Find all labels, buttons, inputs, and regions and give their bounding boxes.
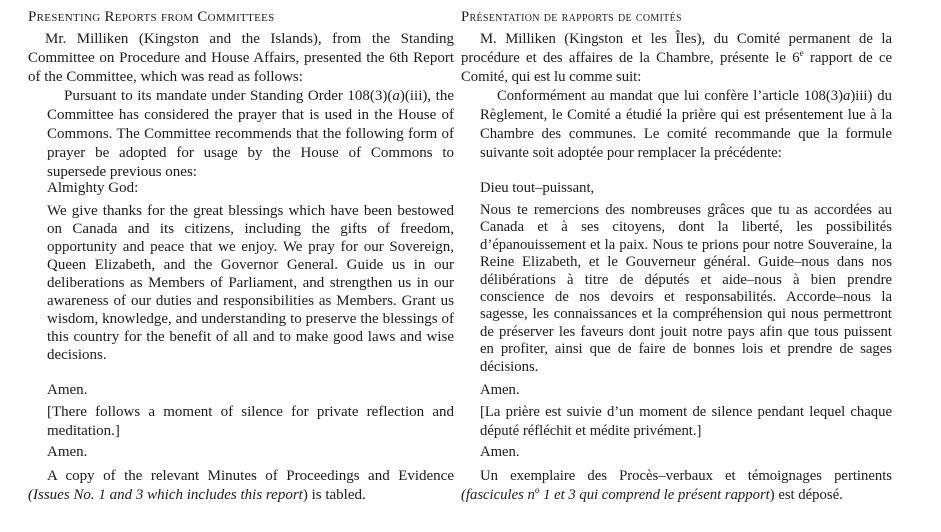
prayer-salutation-english: Almighty God: [47, 180, 139, 196]
prayer-text-english: We give thanks for the great blessings which have been bestowed on Canada and its citizens, including the gifts of freedom, opportunity and peace that we enjoy. We pray for our Sovereign, Queen Elizabeth, and the Governor General. Guide us in our deliberations as Members of Parliament, and strengthen us in our awareness of our duties and responsibilities as Members. Grant us wisdom, knowledge, and understanding to preserve the blessings of this country for the benefit of all and to make good laws and wise decisions. [47, 203, 454, 363]
amen-second-french: Amen. [480, 444, 520, 460]
prayer-text-french: Nous te remercions des nombreuses grâces que tu as accordées au Canada et à ses citoyens, dont la liberté, les possibilités d’épanouissement et la paix. Nous te prions pour notre Souveraine, la Reine Elizabeth, et le Gouverneur général. Guide–nous dans nos délibérations à titre de députés et aide–nous à bien prendre conscience de nos devoirs et responsabilités. Accorde–nous la sagesse, les connaissances et la compréhension qui nous permettront de préserver les faveurs dont jouit notre pays afin que tous puissent en profiter, ainsi que de faire de bonnes lois et prendre de sages décisions. [480, 202, 892, 375]
silence-note-english: [There follows a moment of silence for private reflection and meditation.] [47, 404, 454, 439]
prayer-salutation-french: Dieu tout–puissant, [480, 180, 595, 196]
section-heading-english: Presenting Reports from Committees [28, 9, 275, 25]
english-column [28, 0, 454, 532]
french-column [461, 0, 892, 532]
report-presentation-paragraph-english: Mr. Milliken (Kingston and the Islands), from the Standing Committee on Procedure and House Affairs, presented the 6th Report of the Committee, which was read as follows: [28, 31, 454, 85]
tabling-paragraph-french: Un exemplaire des Procès–verbaux et témoignages pertinents (fascicules $n^o$ 1 et 3 qui comprend le présent rapport) est déposé. [461, 468, 892, 503]
mandate-paragraph-english: Pursuant to its mandate under Standing Order 108(3)(a)(iii), the Committee has considered the prayer that is used in the House of Commons. The Committee recommends that the following form of prayer be adopted for usage by the House of Commons to supersede previous ones: [47, 88, 454, 180]
section-heading-french: Présentation de rapports de comités [461, 9, 682, 25]
mandate-paragraph-french: Conformément au mandat que lui confère l’article 108(3)a)iii) du Règlement, le Comité a étudié la prière qui est présentement lue à la Chambre des communes. Le comité recommande que la formule suivante soit adoptée pour remplacer la précédente: [480, 88, 892, 161]
amen-first-english: Amen. [47, 382, 88, 398]
amen-first-french: Amen. [480, 382, 520, 398]
silence-note-french: [La prière est suivie d’un moment de silence pendant lequel chaque député réfléchit et médite privément.] [480, 404, 892, 439]
tabling-paragraph-english: A copy of the relevant Minutes of Proceedings and Evidence (Issues No. 1 and 3 which includes this report) is tabled. [28, 468, 454, 503]
amen-second-english: Amen. [47, 444, 88, 460]
report-presentation-paragraph-french: M. Milliken (Kingston et les Îles), du Comité permanent de la procédure et des affaires de la Chambre, présente le 6e rapport de ce Comité, qui est lu comme suit: [461, 31, 892, 85]
